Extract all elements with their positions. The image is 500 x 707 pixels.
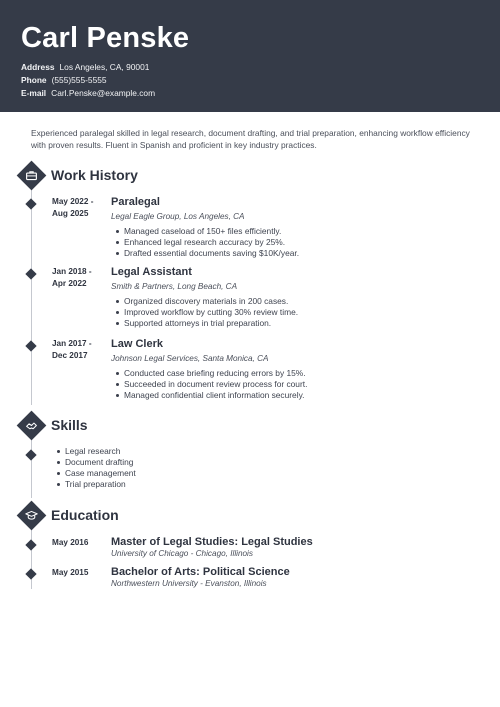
contact-value: Carl.Penske@example.com [51,88,156,98]
list-item: Trial preparation [65,479,136,490]
job-employer: Johnson Legal Services, Santa Monica, CA [111,354,269,363]
section-title-skills: Skills [51,417,88,433]
graduation-cap-icon [17,501,47,531]
date-end: Apr 2022 [52,279,87,288]
date-start: May 2022 - [52,197,94,206]
date-start: Jan 2018 - [52,267,92,276]
timeline-line [31,436,32,498]
contact-phone [21,74,107,86]
job-bullets [124,296,298,329]
contact-label: E-mail [21,88,47,98]
timeline-dot [25,198,36,209]
job-employer: Legal Eagle Group, Los Angeles, CA [111,212,245,221]
list-item: Document drafting [65,457,136,468]
timeline-dot [25,340,36,351]
job-employer: Smith & Partners, Long Beach, CA [111,282,238,291]
contact-value: (555)555-5555 [51,75,107,85]
education-date: May 2016 [52,538,89,547]
timeline-dot [25,568,36,579]
handshake-icon [17,411,47,441]
job-date [52,196,107,220]
candidate-name: Carl Penske [21,22,190,54]
section-title-work-history: Work History [51,167,138,183]
timeline-dot [25,449,36,460]
contact-value: Los Angeles, CA, 90001 [59,62,150,72]
list-item: Succeeded in document review process for court. [124,379,308,389]
job-date [52,266,107,290]
section-title-education: Education [51,507,119,523]
date-end: Aug 2025 [52,209,89,218]
list-item: Conducted case briefing reducing errors by 15%. [124,368,306,378]
contact-email [21,87,155,99]
job-date [52,338,107,362]
contact-address [21,61,149,73]
professional-summary: Experienced paralegal skilled in legal research, document drafting, and trial preparation, enhancing workflow efficiency with proven results. Fluent in Spanish and proficient in key industry practices. [31,128,470,150]
education-degree: Bachelor of Arts: Political Science [111,566,290,578]
skills-list [65,446,136,490]
job-bullets [124,368,307,401]
job-title: Law Clerk [111,338,163,350]
education-date: May 2015 [52,568,89,577]
list-item: Improved workflow by cutting 30% review time. [124,307,299,317]
list-item: Managed caseload of 150+ files efficiently. [124,226,299,237]
education-degree: Master of Legal Studies: Legal Studies [111,536,313,548]
job-title: Paralegal [111,196,160,208]
contact-label: Address [21,62,55,72]
contact-label: Phone [21,75,47,85]
job-bullets [124,226,299,259]
education-school: University of Chicago - Chicago, Illinois [111,549,253,558]
date-start: Jan 2017 - [52,339,92,348]
education-school: Northwestern University - Evanston, Illinois [111,579,267,588]
list-item: Legal research [65,446,136,457]
list-item: Case management [65,468,136,478]
list-item: Enhanced legal research accuracy by 25%. [124,237,299,248]
timeline-line [31,185,32,405]
timeline-dot [25,268,36,279]
job-title: Legal Assistant [111,266,192,278]
list-item: Drafted essential documents saving $10K/year. [124,248,300,258]
timeline-line [31,527,32,589]
list-item: Managed confidential client information securely. [124,390,307,401]
date-end: Dec 2017 [52,351,88,360]
timeline-dot [25,539,36,550]
list-item: Supported attorneys in trial preparation. [124,318,298,329]
list-item: Organized discovery materials in 200 cases. [124,296,298,307]
resume-header [0,0,500,112]
briefcase-icon [17,161,47,191]
